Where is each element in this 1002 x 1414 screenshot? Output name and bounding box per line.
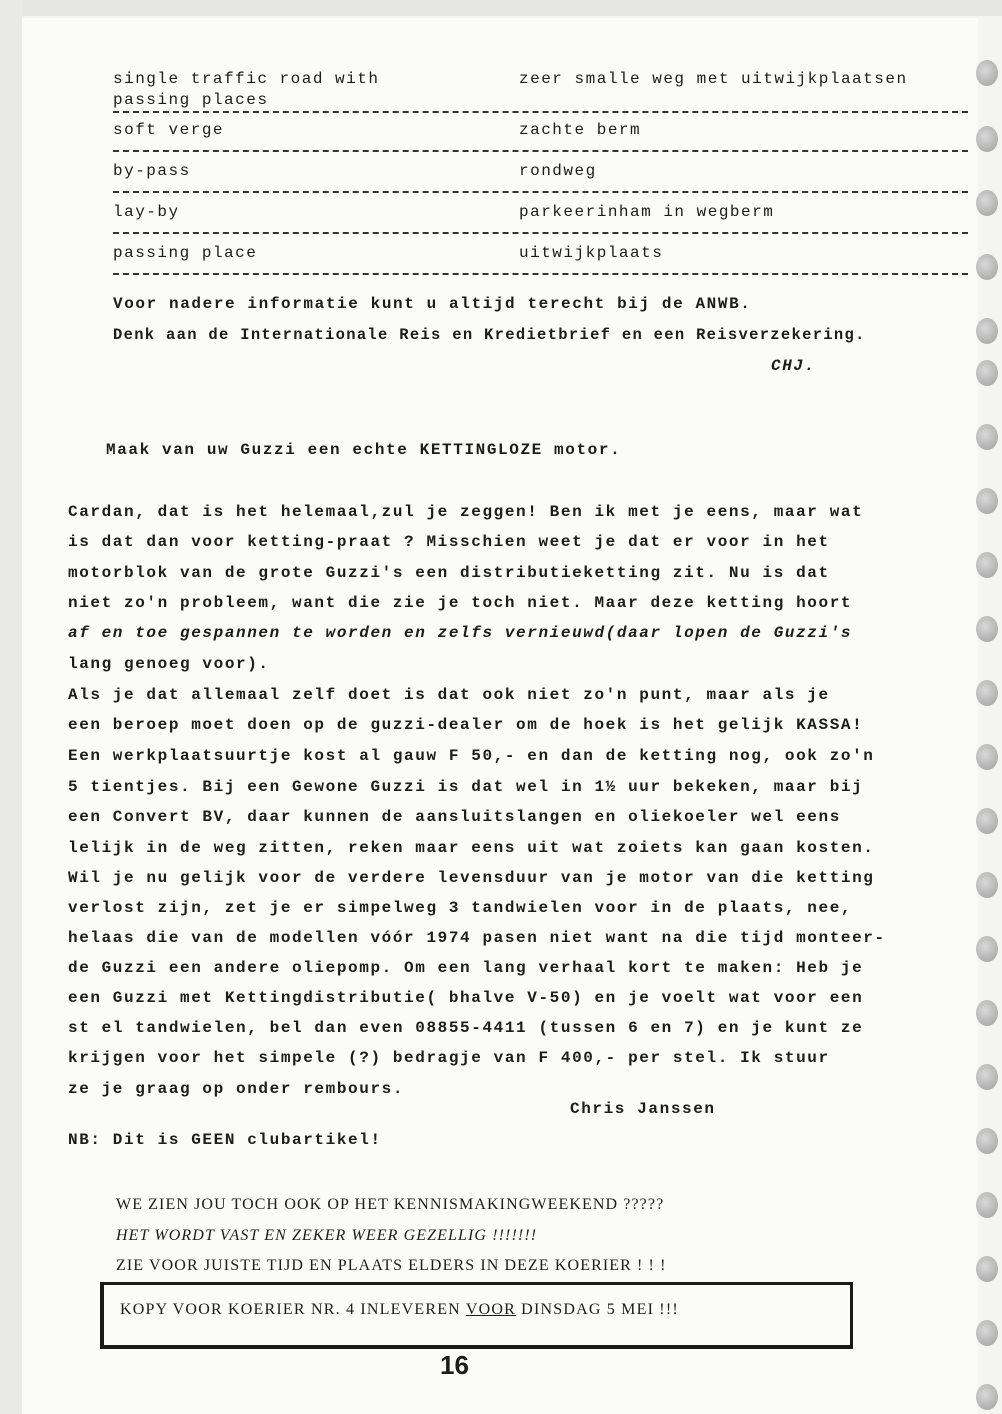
- binder-hole: [976, 254, 998, 280]
- article-line: verlost zijn, zet je er simpelweg 3 tandwielen voor in de plaats, nee,: [68, 899, 853, 917]
- binder-hole: [976, 488, 998, 514]
- binder-hole: [976, 1192, 998, 1218]
- article-line: af en toe gespannen te worden en zelfs vernieuwd(daar lopen de Guzzi's: [68, 624, 853, 642]
- glossary-term-en: single traffic road with: [113, 70, 380, 88]
- binder-hole: [976, 1064, 998, 1090]
- binder-hole: [976, 616, 998, 642]
- deadline-text-pre: KOPY VOOR KOERIER NR. 4 INLEVEREN: [120, 1301, 466, 1318]
- article-note: NB: Dit is GEEN clubartikel!: [68, 1131, 382, 1149]
- article-line: Wil je nu gelijk voor de verdere levensduur van je motor van die ketting: [68, 869, 875, 887]
- page-edge-top: [0, 0, 1002, 16]
- article-line: is dat dan voor ketting-praat ? Misschien weet je dat er voor in het: [68, 533, 830, 551]
- deadline-text-post: DINSDAG 5 MEI !!!: [515, 1301, 679, 1318]
- deadline-text-underlined: VOOR: [465, 1301, 516, 1318]
- article-line: Een werkplaatsuurtje kost al gauw F 50,- en dan de ketting nog, ook zo'n: [68, 747, 875, 765]
- divider: [113, 273, 968, 275]
- glossary-term-en: passing places: [113, 91, 269, 109]
- binder-hole: [976, 872, 998, 898]
- info-line: Voor nadere informatie kunt u altijd terecht bij de ANWB.: [113, 295, 752, 313]
- deadline-text: [120, 1301, 679, 1319]
- signature-initials: CHJ.: [771, 357, 816, 375]
- glossary-term-nl: zeer smalle weg met uitwijkplaatsen: [519, 70, 908, 88]
- article-line: Als je dat allemaal zelf doet is dat ook niet zo'n punt, maar als je: [68, 686, 830, 704]
- binder-hole: [976, 1320, 998, 1346]
- divider: [113, 150, 968, 152]
- binder-hole: [976, 1000, 998, 1026]
- article-line: ze je graag op onder rembours.: [68, 1080, 405, 1098]
- divider: [113, 111, 968, 113]
- announcement-line: ZIE VOOR JUISTE TIJD EN PLAATS ELDERS IN DEZE KOERIER ! ! !: [116, 1257, 667, 1274]
- article-line: motorblok van de grote Guzzi's een distributieketting zit. Nu is dat: [68, 564, 830, 582]
- article-line: de Guzzi een andere oliepomp. Om een lang verhaal kort te maken: Heb je: [68, 959, 864, 977]
- glossary-term-en: lay-by: [113, 203, 180, 221]
- announcement-line: HET WORDT VAST EN ZEKER WEER GEZELLIG !!!!!!!: [116, 1227, 538, 1244]
- announcement-line: WE ZIEN JOU TOCH OOK OP HET KENNISMAKINGWEEKEND ?????: [116, 1196, 665, 1213]
- deadline-box: [100, 1282, 853, 1349]
- article-line: 5 tientjes. Bij een Gewone Guzzi is dat wel in 1½ uur bekeken, maar bij: [68, 778, 864, 796]
- glossary-term-nl: uitwijkplaats: [519, 244, 664, 262]
- binder-hole: [976, 680, 998, 706]
- binder-hole: [976, 424, 998, 450]
- article-line: krijgen voor het simpele (?) bedragje van F 400,- per stel. Ik stuur: [68, 1049, 830, 1067]
- binder-hole: [976, 360, 998, 386]
- binder-hole: [976, 552, 998, 578]
- page-number: 16: [440, 1350, 469, 1380]
- article-title: Maak van uw Guzzi een echte KETTINGLOZE motor.: [106, 441, 622, 459]
- info-line: Denk aan de Internationale Reis en Kredietbrief en een Reisverzekering.: [113, 326, 866, 344]
- article-line: niet zo'n probleem, want die zie je toch niet. Maar deze ketting hoort: [68, 594, 853, 612]
- glossary-term-nl: rondweg: [519, 162, 597, 180]
- glossary-term-en: by-pass: [113, 162, 191, 180]
- binder-hole: [976, 1256, 998, 1282]
- article-line: een Guzzi met Kettingdistributie( bhalve V-50) en je voelt wat voor een: [68, 989, 864, 1007]
- article-line: een Convert BV, daar kunnen de aansluitslangen en oliekoeler wel eens: [68, 808, 841, 826]
- article-line: Cardan, dat is het helemaal,zul je zeggen! Ben ik met je eens, maar wat: [68, 503, 864, 521]
- glossary-term-nl: parkeerinham in wegberm: [519, 203, 775, 221]
- author-name: Chris Janssen: [570, 1100, 716, 1118]
- glossary-term-en: passing place: [113, 244, 258, 262]
- article-line: een beroep moet doen op de guzzi-dealer om de hoek is het gelijk KASSA!: [68, 716, 864, 734]
- binder-hole: [976, 190, 998, 216]
- article-line: lelijk in de weg zitten, reken maar eens uit wat zoiets kan gaan kosten.: [68, 839, 875, 857]
- binder-hole: [976, 1128, 998, 1154]
- glossary-term-nl: zachte berm: [519, 121, 642, 139]
- article-line: lang genoeg voor).: [68, 655, 270, 673]
- binder-hole: [976, 1384, 998, 1410]
- divider: [113, 232, 968, 234]
- binder-hole: [976, 808, 998, 834]
- divider: [113, 191, 968, 193]
- article-line: st el tandwielen, bel dan even 08855-4411 (tussen 6 en 7) en je kunt ze: [68, 1019, 864, 1037]
- page-edge-left: [0, 0, 22, 1414]
- article-line: helaas die van de modellen vóór 1974 pasen niet want na die tijd monteer-: [68, 929, 886, 947]
- binder-hole: [976, 60, 998, 86]
- glossary-term-en: soft verge: [113, 121, 225, 139]
- binder-hole: [976, 744, 998, 770]
- binder-hole: [976, 936, 998, 962]
- binder-hole: [976, 126, 998, 152]
- binder-hole: [976, 318, 998, 344]
